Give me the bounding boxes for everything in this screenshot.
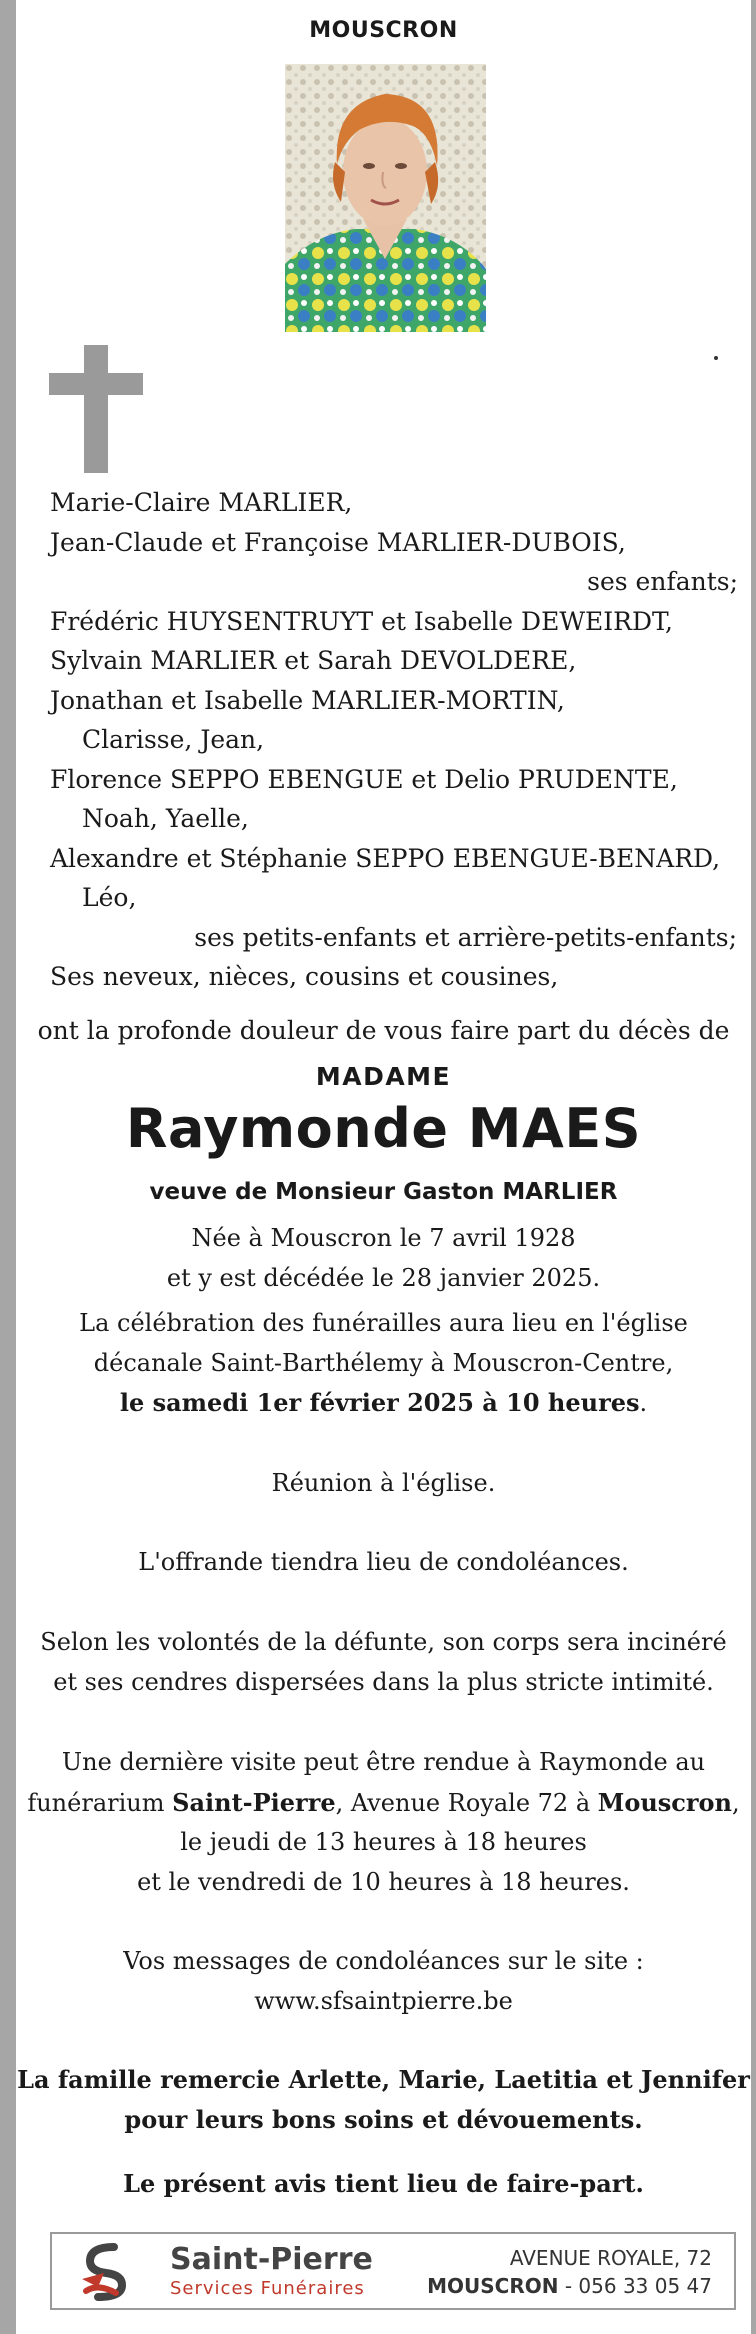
- thanks-block: [16, 2060, 751, 2139]
- cross-icon-horizontal: [49, 373, 143, 395]
- mourner-children: Clarisse, Jean,: [82, 725, 265, 754]
- mourner-line: Florence SEPPO EBENGUE et Delio PRUDENTE,: [50, 764, 678, 794]
- widow-of: veuve de Monsieur Gaston MARLIER: [149, 1179, 618, 1205]
- thanks-line-1: La famille remercie Arlette, Marie, Laetitia et Jennifer: [17, 2065, 750, 2094]
- visit-line-3: le jeudi de 13 heures à 18 heures: [180, 1828, 587, 1856]
- mourner-line: Jean-Claude et Françoise MARLIER-DUBOIS,: [50, 527, 626, 557]
- mourner-role: ses petits-enfants et arrière-petits-enfants;: [194, 922, 737, 952]
- funeral-service-footer: [50, 2232, 736, 2310]
- footer-contact: MOUSCRON - 056 33 05 47: [427, 2274, 712, 2298]
- city-header: MOUSCRON: [309, 18, 458, 43]
- mourner-line: Marie-Claire MARLIER,: [50, 488, 353, 517]
- funeral-line-2: décanale Saint-Barthélemy à Mouscron-Centre,: [93, 1348, 674, 1377]
- visit-line-1: Une dernière visite peut être rendue à Raymonde au: [61, 1748, 706, 1776]
- portrait-image: [285, 64, 486, 332]
- wishes-block: [16, 1623, 751, 1702]
- deceased-title: MADAME: [315, 1062, 452, 1091]
- visit-block: [16, 1743, 751, 1902]
- mourner-line: Alexandre et Stéphanie SEPPO EBENGUE-BENARD,: [50, 843, 721, 873]
- mourners-list: [50, 483, 738, 997]
- wishes-line-2: et ses cendres dispersées dans la plus stricte intimité.: [53, 1667, 714, 1696]
- mourner-line: Jonathan et Isabelle MARLIER-MORTIN,: [50, 685, 565, 715]
- mourner-line: Ses neveux, nièces, cousins et cousines,: [50, 962, 559, 991]
- funeral-line-1: La célébration des funérailles aura lieu en l'église: [79, 1309, 688, 1337]
- offering-line: L'offrande tiendra lieu de condoléances.: [138, 1548, 629, 1576]
- meeting-line: Réunion à l'église.: [271, 1469, 496, 1497]
- death-line: et y est décédée le 28 janvier 2025.: [166, 1263, 601, 1292]
- funeral-date: le samedi 1er février 2025 à 10 heures: [119, 1388, 640, 1417]
- funeral-block: [16, 1304, 751, 1424]
- messages-block: [16, 1942, 751, 2021]
- mourner-line: Sylvain MARLIER et Sarah DEVOLDERE,: [50, 646, 577, 675]
- mourner-children: Noah, Yaelle,: [82, 804, 249, 833]
- birth-death-block: [16, 1219, 751, 1298]
- mourner-line: Frédéric HUYSENTRUYT et Isabelle DEWEIRDT,: [50, 606, 673, 636]
- funeral-home-city: Mouscron: [597, 1787, 732, 1817]
- deceased-name: Raymonde MAES: [125, 1097, 642, 1160]
- right-border-bar: [751, 0, 756, 2334]
- mourner-children: Léo,: [82, 883, 137, 912]
- cross-icon-vertical: [84, 345, 108, 473]
- visit-line-4: et le vendredi de 10 heures à 18 heures.: [137, 1867, 630, 1896]
- birth-line: Née à Mouscron le 7 avril 1928: [191, 1224, 576, 1252]
- obituary-page: [16, 0, 751, 2334]
- footer-city: MOUSCRON: [427, 2274, 559, 2298]
- left-border-bar: [0, 0, 16, 2334]
- notice-line: Le présent avis tient lieu de faire-part.: [123, 2169, 644, 2198]
- messages-line: Vos messages de condoléances sur le site :: [123, 1947, 644, 1975]
- thanks-line-2: pour leurs bons soins et dévouements.: [124, 2104, 643, 2134]
- saint-pierre-logo-icon: [76, 2243, 136, 2301]
- footer-address: AVENUE ROYALE, 72: [509, 2246, 712, 2270]
- brand-subtitle: Services Funéraires: [170, 2278, 365, 2299]
- funeral-home-name: Saint-Pierre: [172, 1787, 336, 1817]
- brand-name: Saint-Pierre: [170, 2242, 373, 2277]
- dot-mark: [714, 356, 718, 360]
- wishes-line-1: Selon les volontés de la défunte, son corps sera incinéré: [40, 1628, 727, 1656]
- portrait-photo: [285, 64, 486, 332]
- mourner-role: ses enfants;: [587, 567, 738, 596]
- website-link[interactable]: www.sfsaintpierre.be: [254, 1986, 513, 2015]
- footer-phone: 056 33 05 47: [578, 2274, 712, 2298]
- funeral-date-line: le samedi 1er février 2025 à 10 heures.: [119, 1388, 648, 1417]
- visit-line-2: funérarium Saint-Pierre, Avenue Royale 72 à Mouscron,: [27, 1787, 740, 1817]
- announcement-intro: ont la profonde douleur de vous faire part du décès de: [37, 1016, 730, 1045]
